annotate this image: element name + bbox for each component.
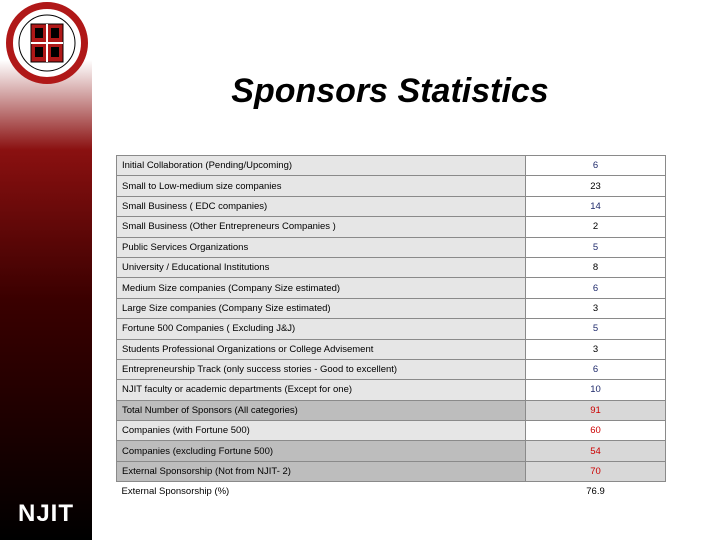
row-value: 76.9 [526, 482, 666, 502]
row-label: External Sponsorship (Not from NJIT- 2) [117, 461, 526, 481]
university-seal-icon [6, 2, 88, 84]
row-value: 6 [526, 278, 666, 298]
sidebar [0, 0, 92, 540]
row-label: University / Educational Institutions [117, 257, 526, 277]
row-label: Fortune 500 Companies ( Excluding J&J) [117, 319, 526, 339]
table-row [117, 421, 666, 441]
row-label: Entrepreneurship Track (only success stories - Good to excellent) [117, 359, 526, 379]
table-row [117, 441, 666, 461]
table-row [117, 319, 666, 339]
page-title: Sponsors Statistics [231, 72, 549, 110]
table-row [117, 176, 666, 196]
row-label: External Sponsorship (%) [117, 482, 526, 502]
row-value: 3 [526, 298, 666, 318]
row-value: 5 [526, 237, 666, 257]
row-label: Initial Collaboration (Pending/Upcoming) [117, 156, 526, 176]
table-row [117, 196, 666, 216]
row-label: Students Professional Organizations or College Advisement [117, 339, 526, 359]
table-row [117, 237, 666, 257]
table-row [117, 339, 666, 359]
table-row [117, 400, 666, 420]
row-label: Medium Size companies (Company Size estimated) [117, 278, 526, 298]
row-label: NJIT faculty or academic departments (Except for one) [117, 380, 526, 400]
table-row [117, 482, 666, 502]
row-label: Large Size companies (Company Size estimated) [117, 298, 526, 318]
table-row [117, 156, 666, 176]
row-value: 14 [526, 196, 666, 216]
sponsors-table [116, 155, 666, 502]
row-value: 8 [526, 257, 666, 277]
table-row [117, 359, 666, 379]
row-label: Small to Low-medium size companies [117, 176, 526, 196]
row-label: Small Business ( EDC companies) [117, 196, 526, 216]
row-value: 23 [526, 176, 666, 196]
row-label: Public Services Organizations [117, 237, 526, 257]
table-row [117, 298, 666, 318]
row-label: Small Business (Other Entrepreneurs Companies ) [117, 217, 526, 237]
njit-logo: NJIT [17, 500, 74, 527]
row-value: 6 [526, 359, 666, 379]
table-row [117, 461, 666, 481]
row-value: 54 [526, 441, 666, 461]
row-value: 60 [526, 421, 666, 441]
row-label: Companies (with Fortune 500) [117, 421, 526, 441]
row-label: Companies (excluding Fortune 500) [117, 441, 526, 461]
table-row [117, 257, 666, 277]
row-value: 6 [526, 156, 666, 176]
row-value: 3 [526, 339, 666, 359]
row-value: 2 [526, 217, 666, 237]
row-value: 5 [526, 319, 666, 339]
table-row [117, 278, 666, 298]
table-row [117, 217, 666, 237]
row-value: 10 [526, 380, 666, 400]
row-value: 91 [526, 400, 666, 420]
row-label: Total Number of Sponsors (All categories) [117, 400, 526, 420]
row-value: 70 [526, 461, 666, 481]
table-row [117, 380, 666, 400]
